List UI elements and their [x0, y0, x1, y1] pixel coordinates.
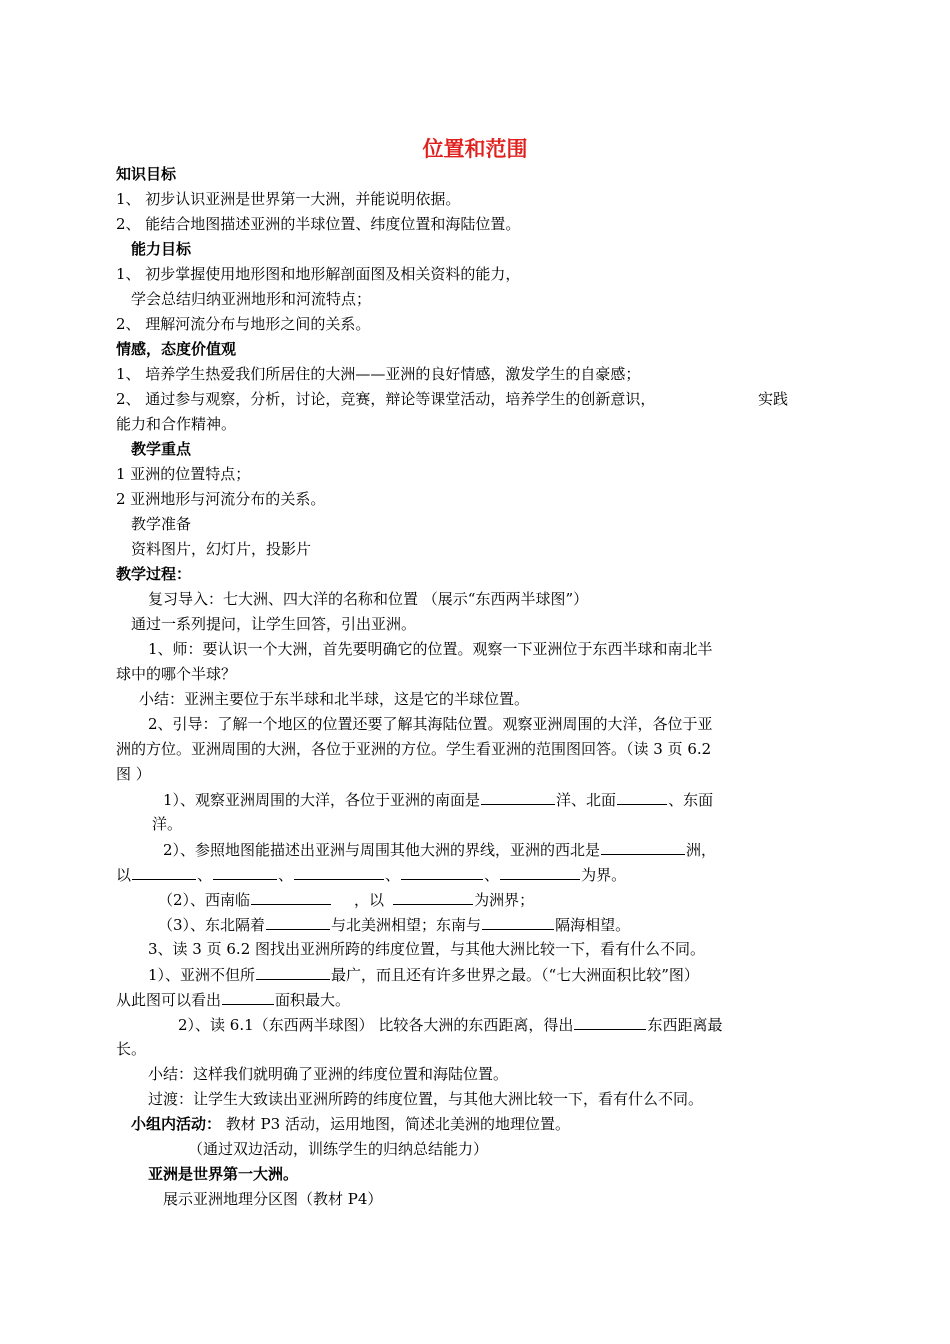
fill-blank	[132, 864, 196, 880]
sub-question-1-cont: 洋。	[152, 815, 183, 833]
sub-question-1-text-b: 洋、北面	[556, 791, 617, 809]
asia-largest-heading: 亚洲是世界第一大洲。	[148, 1165, 299, 1183]
fill-blank	[393, 889, 473, 905]
ability-item-1-cont: 学会总结归纳亚洲地形和河流特点；	[131, 290, 372, 308]
emotion-item-2-end: 实践	[758, 390, 789, 408]
document-title: 位置和范围	[422, 137, 528, 161]
key-point-2: 2 亚洲地形与河流分布的关系。	[116, 490, 326, 508]
sub-question-3	[158, 889, 534, 911]
transition: 过渡：让学生大致读出亚洲所跨的纬度位置，与其他大洲比较一下，看有什么不同。	[148, 1090, 704, 1108]
latitude-question-1-text-d: 面积最大。	[275, 991, 351, 1009]
summary-2: 小结：这样我们就明确了亚洲的纬度位置和海陆位置。	[148, 1065, 509, 1083]
fill-blank	[500, 864, 580, 880]
fill-blank	[574, 1014, 646, 1030]
group-activity	[131, 1114, 570, 1136]
question-1-line-1: 1、师：要认识一个大洲，首先要明确它的位置。观察一下亚洲位于东西半球和南北半	[148, 640, 713, 658]
fill-blank	[401, 864, 483, 880]
fill-blank	[482, 914, 554, 930]
emotion-heading: 情感，态度价值观	[116, 340, 237, 358]
fill-blank	[256, 964, 330, 980]
process-heading: 教学过程：	[116, 565, 192, 583]
sub-question-2-suffix: 为界。	[581, 866, 627, 884]
process-intro: 通过一系列提问，让学生回答，引出亚洲。	[131, 615, 417, 633]
latitude-question-2	[178, 1014, 722, 1036]
separator: 、	[484, 866, 500, 884]
prep-heading: 教学准备	[131, 515, 192, 533]
ability-item-2: 2、 理解河流分布与地形之间的关系。	[116, 315, 371, 333]
show-map-note: 展示亚洲地理分区图（教材 P4）	[163, 1190, 383, 1208]
fill-blank	[294, 864, 384, 880]
latitude-question-1-text-a: 1）、亚洲不但所	[148, 966, 256, 984]
group-activity-label: 小组内活动：	[131, 1115, 222, 1133]
knowledge-item-2: 2、 能结合地图描述亚洲的半球位置、纬度位置和海陆位置。	[116, 215, 521, 233]
sub-question-2	[163, 839, 716, 861]
fill-blank	[213, 864, 277, 880]
latitude-question-1-text-b: 最广，而且还有许多世界之最。（“七大洲面积比较”图）	[331, 966, 699, 984]
ability-item-1: 1、 初步掌握使用地形图和地形解剖面图及相关资料的能力，	[116, 265, 521, 283]
fill-blank	[601, 839, 685, 855]
emotion-item-2: 2、 通过参与观察，分析，讨论，竞赛，辩论等课堂活动，培养学生的创新意识，	[116, 390, 656, 408]
group-activity-text: 教材 P3 活动，运用地图，简述北美洲的地理位置。	[221, 1115, 570, 1133]
fill-blank	[481, 789, 555, 805]
sub-question-2-cont	[116, 864, 626, 886]
separator: 、	[385, 866, 401, 884]
fill-blank	[266, 914, 330, 930]
latitude-question-1-cont	[116, 989, 350, 1011]
fill-blank	[617, 789, 667, 805]
separator: 、	[197, 866, 213, 884]
latitude-question-2-text-b: 东西距离最	[647, 1016, 723, 1034]
sub-question-2-text-a: 2）、参照地图能描述出亚洲与周围其他大洲的界线，亚洲的西北是	[163, 841, 601, 859]
group-activity-note: （通过双边活动，训练学生的归纳总结能力）	[188, 1140, 489, 1158]
sub-question-1	[163, 789, 713, 811]
latitude-question-1	[148, 964, 699, 986]
latitude-question-2-cont: 长。	[116, 1040, 147, 1058]
sub-question-1-text-c: 、东面	[668, 791, 714, 809]
fill-blank	[251, 889, 331, 905]
knowledge-heading: 知识目标	[116, 165, 177, 183]
sub-question-3-text-c: 为洲界；	[474, 891, 535, 909]
question-2-line-3: 图 ）	[116, 765, 151, 783]
sub-question-4-text-a: （3）、东北隔着	[158, 916, 266, 934]
emotion-item-1: 1、 培养学生热爱我们所居住的大洲——亚洲的良好情感，激发学生的自豪感；	[116, 365, 641, 383]
sub-question-1-text-a: 1）、观察亚洲周围的大洋，各位于亚洲的南面是	[163, 791, 481, 809]
question-2-line-2: 洲的方位。亚洲周围的大洲，各位于亚洲的方位。学生看亚洲的范围图回答。（读 3 页 6.2	[116, 740, 712, 758]
sub-question-3-text-b: ，以	[354, 891, 385, 909]
process-review: 复习导入：七大洲、四大洋的名称和位置 （展示“东西两半球图”）	[148, 590, 589, 608]
summary-1: 小结：亚洲主要位于东半球和北半球，这是它的半球位置。	[139, 690, 530, 708]
fill-blank	[222, 989, 274, 1005]
key-point-1: 1 亚洲的位置特点；	[116, 465, 251, 483]
latitude-question-1-text-c: 从此图可以看出	[116, 991, 222, 1009]
sub-question-4	[158, 914, 630, 936]
key-points-heading: 教学重点	[131, 440, 192, 458]
sub-question-4-text-c: 隔海相望。	[555, 916, 631, 934]
prep-content: 资料图片，幻灯片，投影片	[131, 540, 312, 558]
sub-question-2-text-b: 洲，	[686, 841, 717, 859]
question-1-line-2: 球中的哪个半球？	[116, 665, 237, 683]
separator: 、	[278, 866, 294, 884]
sub-question-4-text-b: 与北美洲相望；东南与	[331, 916, 482, 934]
question-3: 3、读 3 页 6.2 图找出亚洲所跨的纬度位置，与其他大洲比较一下，看有什么不同。	[148, 940, 706, 958]
knowledge-item-1: 1、 初步认识亚洲是世界第一大洲，并能说明依据。	[116, 190, 461, 208]
ability-heading: 能力目标	[131, 240, 192, 258]
emotion-item-2-cont: 能力和合作精神。	[116, 415, 237, 433]
question-2-line-1: 2、引导：了解一个地区的位置还要了解其海陆位置。观察亚洲周围的大洋，各位于亚	[148, 715, 713, 733]
sub-question-2-prefix: 以	[116, 866, 132, 884]
sub-question-3-text-a: （2）、西南临	[158, 891, 251, 909]
latitude-question-2-text-a: 2）、读 6.1（东西两半球图） 比较各大洲的东西距离，得出	[178, 1016, 574, 1034]
